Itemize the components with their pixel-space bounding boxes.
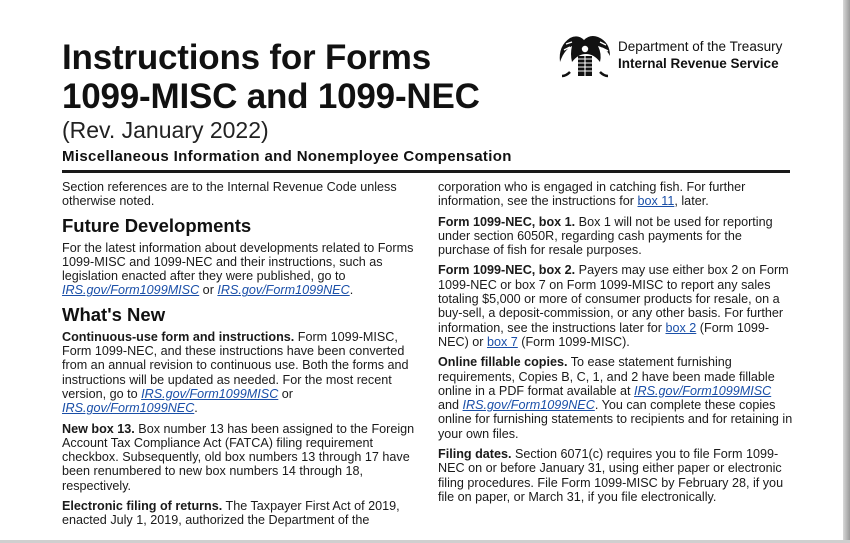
nec-box-2-lead: Form 1099-NEC, box 2. [438, 263, 576, 278]
form1099misc-link[interactable]: IRS.gov/Form1099MISC [141, 386, 279, 401]
nec-box-2-text: Payers may use either box 2 on Form 1099-NEC or box 7 on Form 1099-MISC to report any sales totaling $5,000 or more of consumer products for resale, on a buy-sell, a deposit-commission, or any other basis. For further information, see the instructions later for [438, 263, 789, 335]
future-text: For the latest information about developments related to Forms 1099-MISC and 1099-NEC and their instructions, such as legislation enacted after they were published, go to [62, 240, 414, 284]
form1099misc-link[interactable]: IRS.gov/Form1099MISC [62, 283, 200, 298]
nec-box-2-paragraph [438, 263, 794, 349]
agency-name [618, 38, 782, 72]
connector-text: (Form 1099-NEC) or [438, 320, 770, 349]
electronic-filing-text: The Taxpayer First Act of 2019, enacted July 1, 2019, authorized the Department of the [62, 499, 400, 528]
title-line-1: Instructions for Forms [62, 38, 431, 77]
page-edge-shadow [843, 0, 850, 543]
filing-dates-lead: Filing dates. [438, 447, 512, 462]
online-fillable-text: To ease statement furnishing requirements, Copies B, C, 1, and 2 have been made fillable online in a PDF format available at [438, 355, 775, 398]
document-subtitle: Miscellaneous Information and Nonemployee Compensation [62, 148, 512, 165]
online-fillable-end: . You can complete these copies online for furnishing statements to recipients and for retaining in your own files. [438, 398, 793, 441]
continuous-use-text: Form 1099-MISC, Form 1099-NEC, and these instructions have been converted from an annual revision to continuous use. Both the forms and instructions will be updated as needed. For the most recent version, go to [62, 329, 409, 401]
continuous-use-paragraph [62, 330, 418, 416]
new-box-13-text: Box number 13 has been assigned to the Foreign Account Tax Compliance Act (FATCA) filing requirement checkbox. Subsequently, old box numbers 13 through 17 have been renumbered to new box numbers 14 through 18, respectively. [62, 421, 415, 493]
punctuation: . [194, 401, 198, 416]
filing-dates-text: Section 6071(c) requires you to file Form 1099-NEC on or before January 31, using either paper or electronic filing procedures. File Form 1099-MISC by February 28, if you file on paper, or March 31, if you file electronically. [438, 447, 784, 504]
form1099nec-link[interactable]: IRS.gov/Form1099NEC [62, 401, 195, 416]
agency-line-2: Internal Revenue Service [618, 56, 779, 71]
connector-text: or [278, 386, 293, 401]
agency-line-1: Department of the Treasury [618, 39, 783, 54]
nec-box-2-end: (Form 1099-MISC). [517, 334, 630, 349]
box-7-link[interactable]: box 7 [486, 334, 518, 349]
new-box-13-paragraph [62, 422, 418, 493]
connector-text: or [199, 283, 218, 298]
header-rule [62, 170, 790, 173]
punctuation: . [349, 283, 354, 298]
future-developments-heading: Future Developments [62, 214, 252, 236]
fish-text: corporation who is engaged in catching fish. For further information, see the instructions for [438, 180, 746, 209]
revision-date: (Rev. January 2022) [62, 117, 269, 143]
future-developments-paragraph [62, 241, 418, 298]
right-column [438, 180, 794, 510]
whats-new-heading: What's New [62, 303, 166, 325]
nec-box-1-lead: Form 1099-NEC, box 1. [438, 214, 576, 229]
new-box-13-lead: New box 13. [62, 421, 135, 436]
document-title [62, 38, 480, 116]
electronic-filing-lead: Electronic filing of returns. [62, 499, 223, 514]
form1099nec-link[interactable]: IRS.gov/Form1099NEC [462, 398, 595, 413]
connector-text: and [438, 398, 463, 413]
intro-paragraph: Section references are to the Internal Revenue Code unless otherwise noted. [62, 180, 397, 209]
continuous-use-lead: Continuous-use form and instructions. [62, 329, 295, 344]
form1099misc-link[interactable]: IRS.gov/Form1099MISC [634, 383, 772, 398]
fish-continuation-paragraph [438, 180, 794, 209]
fish-end: , later. [674, 194, 709, 209]
left-column [62, 180, 418, 534]
nec-box-1-text: Box 1 will not be used for reporting under section 6050R, regarding cash payments for the purchase of fish for resale purposes. [438, 214, 773, 258]
online-fillable-paragraph [438, 355, 794, 441]
electronic-filing-paragraph [62, 499, 418, 528]
title-line-2: 1099-MISC and 1099-NEC [62, 77, 480, 116]
box-11-link[interactable]: box 11 [637, 194, 675, 209]
box-2-link[interactable]: box 2 [665, 320, 697, 335]
filing-dates-paragraph [438, 447, 794, 504]
online-fillable-lead: Online fillable copies. [438, 355, 568, 370]
irs-eagle-logo-icon [556, 32, 614, 80]
nec-box-1-paragraph [438, 215, 794, 258]
form1099nec-link[interactable]: IRS.gov/Form1099NEC [217, 283, 350, 298]
